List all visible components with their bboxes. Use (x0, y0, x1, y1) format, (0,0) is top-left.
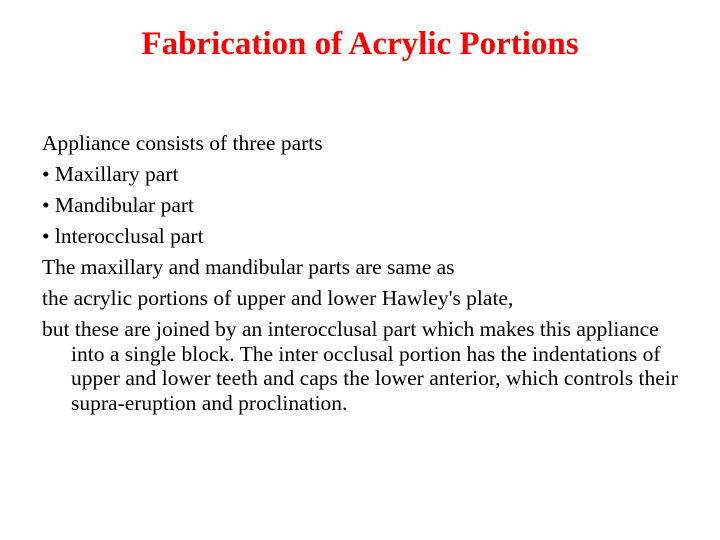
bullet-item-maxillary: • Maxillary part (42, 162, 179, 186)
body-paragraph: but these are joined by an interocclusal part which makes this appliance into a single block. The inter occlusal portion has the indentations of upper and lower teeth and caps the lower anterior, which controls their supra-eruption and proclination. (42, 317, 678, 415)
slide-title: Fabrication of Acrylic Portions (141, 26, 579, 62)
bullet-item-interocclusal: • lnterocclusal part (42, 224, 204, 248)
body-line-1: The maxillary and mandibular parts are same as (42, 255, 455, 279)
body-line-2: the acrylic portions of upper and lower Hawley's plate, (42, 286, 514, 310)
slide-body (42, 128, 692, 415)
bullet-item-mandibular: • Mandibular part (42, 193, 195, 217)
intro-text: Appliance consists of three parts (42, 131, 323, 155)
